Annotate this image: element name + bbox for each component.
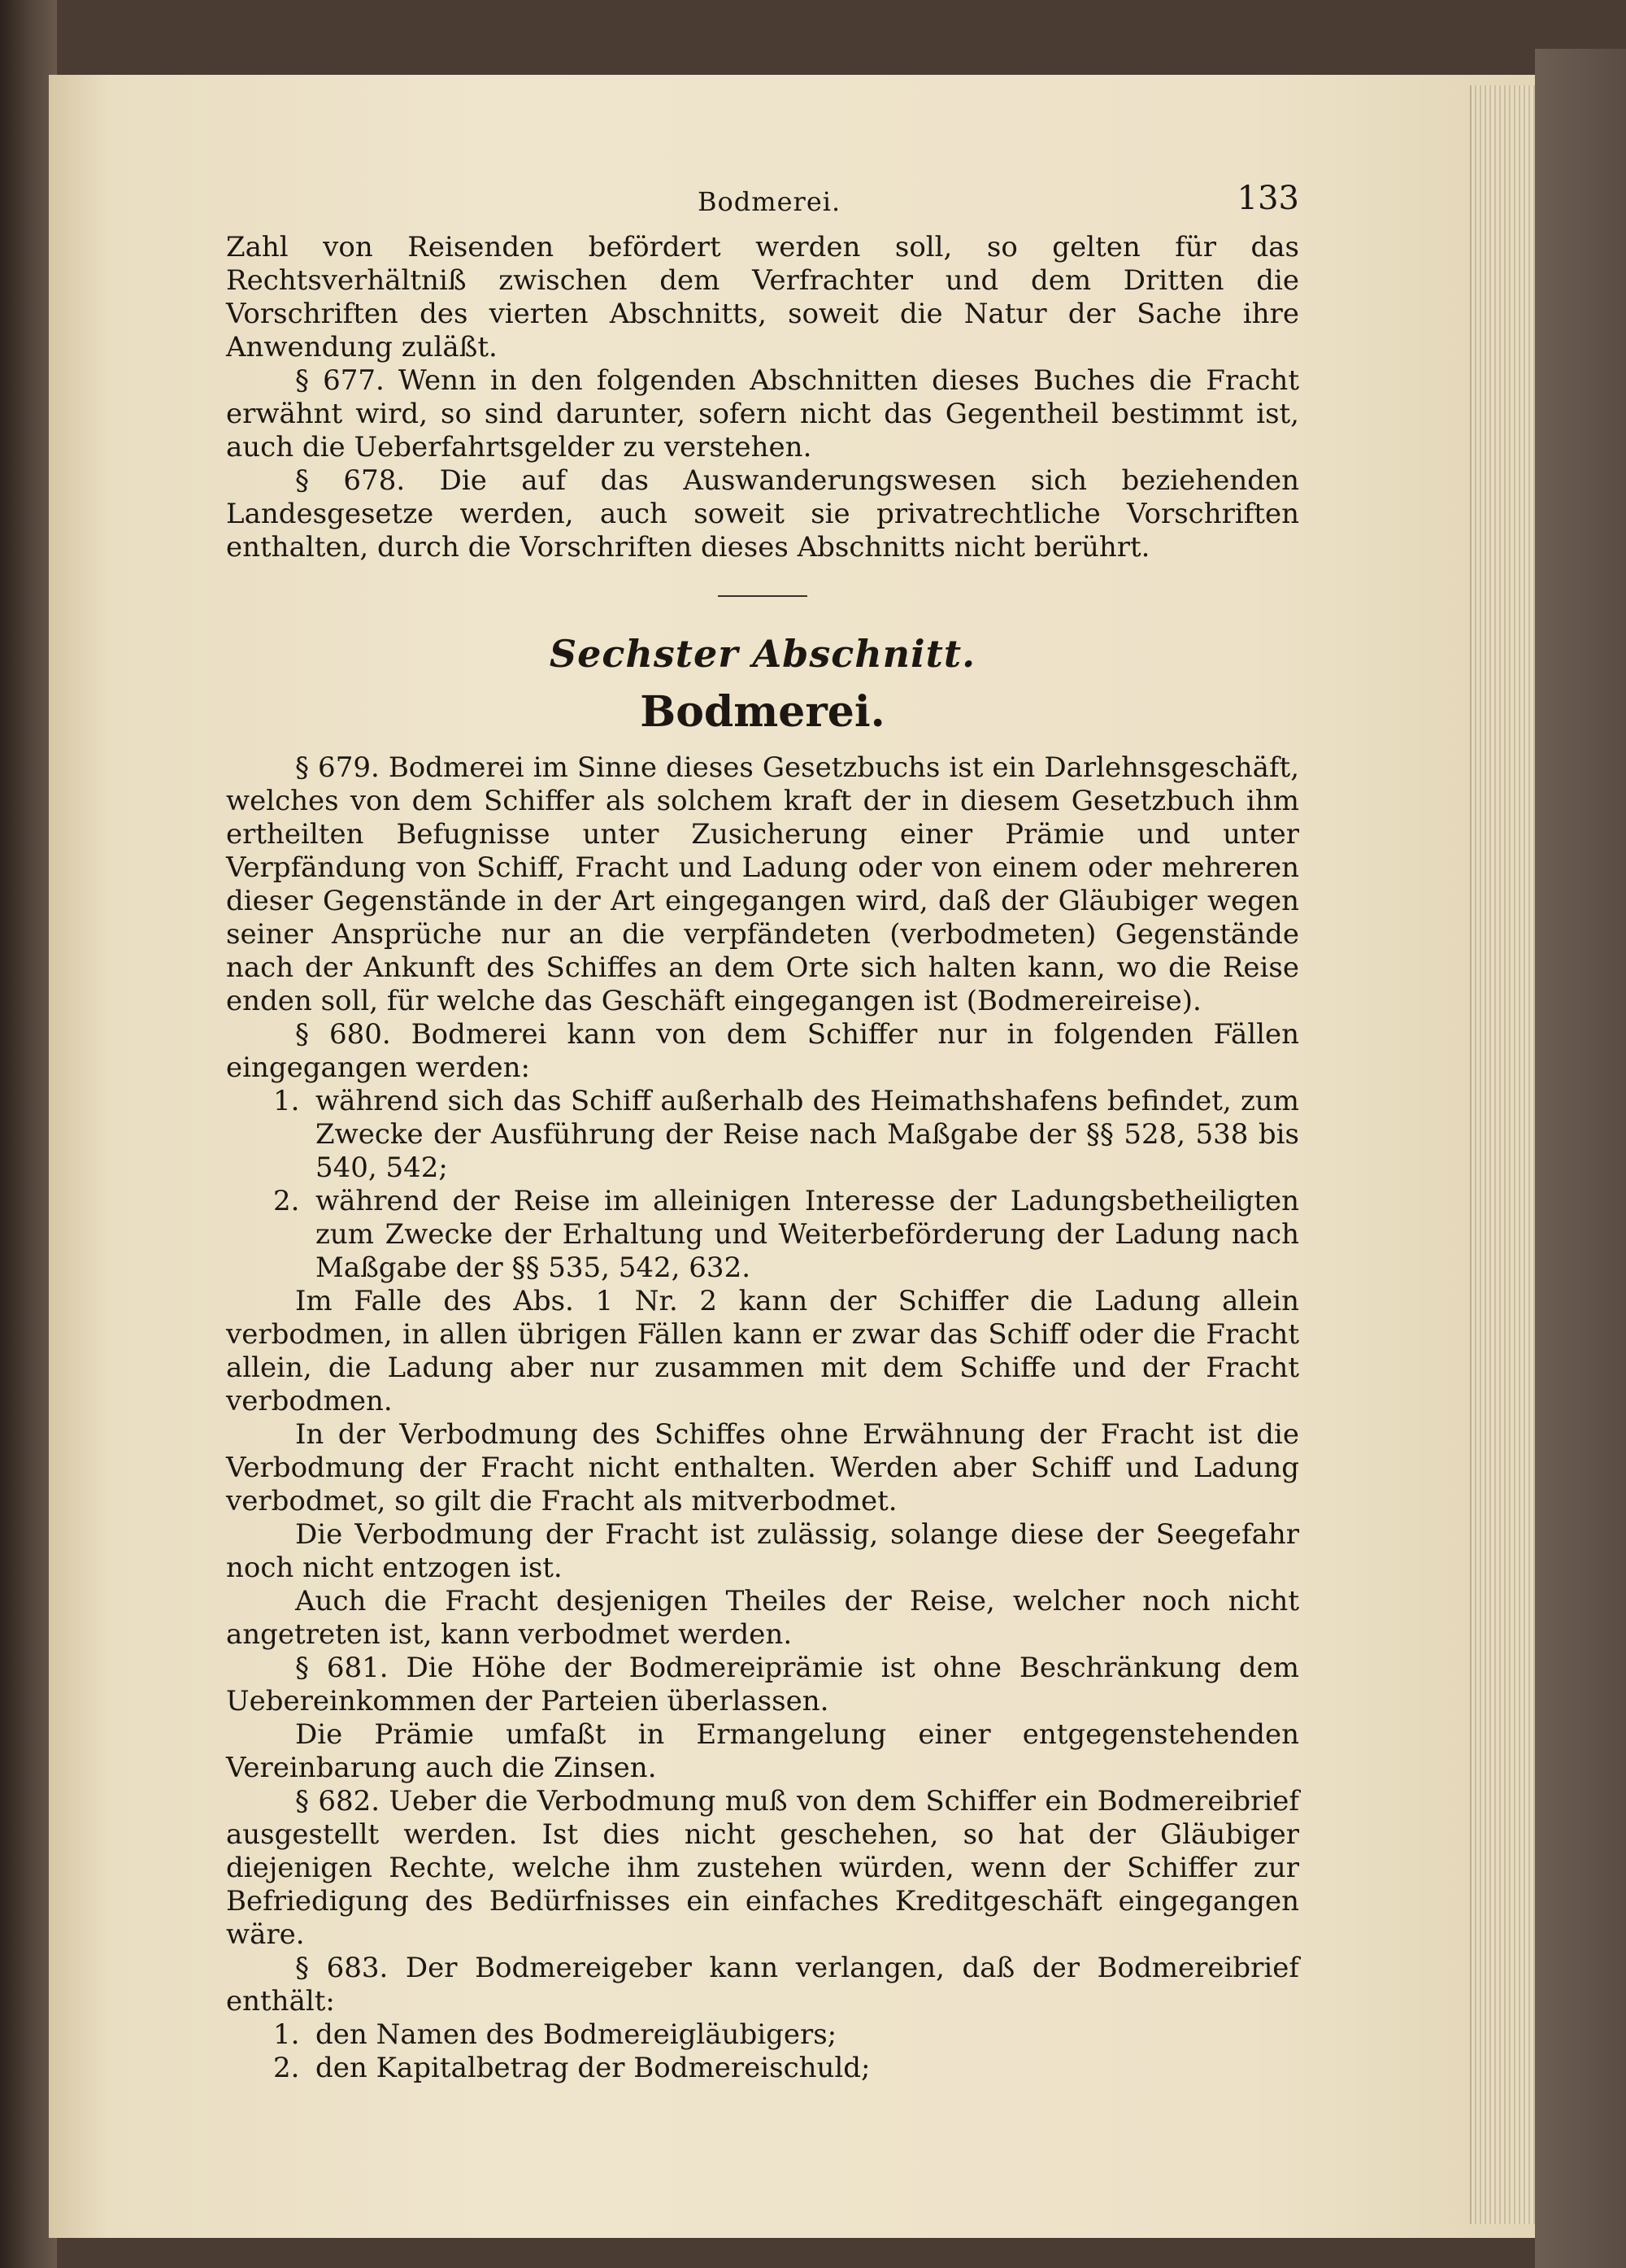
list-item-text: während sich das Schiff außerhalb des Heimathshafens befindet, zum Zwecke der Ausführung der Reise nach Maßgabe der §§ 528, 538 bis 540, 542; [315, 1085, 1299, 1184]
paragraph-680-c: Die Verbodmung der Fracht ist zulässig, solange diese der Seegefahr noch nicht entzogen ist. [226, 1518, 1299, 1584]
paragraph-681-a: Die Prämie umfaßt in Ermangelung einer entgegenstehenden Vereinbarung auch die Zinsen. [226, 1718, 1299, 1784]
list-item-number: 1. [273, 2018, 300, 2051]
paragraph-680-d: Auch die Fracht desjenigen Theiles der Reise, welcher noch nicht angetreten ist, kann verbodmet werden. [226, 1585, 1299, 1651]
paragraph-680-b: In der Verbodmung des Schiffes ohne Erwähnung der Fracht ist die Verbodmung der Fracht nicht enthalten. Werden aber Schiff und Ladung verbodmet, so gilt die Fracht als mitverbodmet. [226, 1418, 1299, 1517]
section-title: Sechster Abschnitt. [549, 632, 976, 676]
page-header [226, 180, 1299, 231]
list-item-text: den Namen des Bodmereigläubigers; [315, 2018, 837, 2051]
list-item [226, 1085, 1299, 1185]
list-item [226, 2052, 1299, 2085]
paragraph-681: § 681. Die Höhe der Bodmereiprämie ist ohne Beschränkung dem Uebereinkommen der Parteien überlassen. [226, 1652, 1299, 1717]
paragraph-683: § 683. Der Bodmereigeber kann verlangen, daß der Bodmereibrief enthält: [226, 1952, 1299, 2018]
list-item [226, 1185, 1299, 1285]
right-book-cover [1535, 49, 1626, 2268]
list-item-text: den Kapitalbetrag der Bodmereischuld; [315, 2052, 871, 2084]
section-divider [718, 595, 807, 597]
list-item-number: 2. [273, 2052, 300, 2084]
list-item [226, 2018, 1299, 2052]
list-item-number: 2. [273, 1185, 300, 1217]
running-head: Bodmerei. [698, 186, 841, 217]
continuation-paragraph: Zahl von Reisenden befördert werden soll, so gelten für das Rechtsverhältniß zwischen dem Verfrachter und dem Dritten die Vorschriften des vierten Abschnitts, soweit die Natur der Sache ihre Anwendung zuläßt. [226, 231, 1299, 363]
paragraph-678: § 678. Die auf das Auswanderungswesen sich beziehenden Landesgesetze werden, auch soweit sie privatrechtliche Vorschriften enthalten, durch die Vorschriften dieses Abschnitts nicht berührt. [226, 464, 1299, 564]
page-number: 133 [1237, 180, 1299, 217]
list-item-number: 1. [273, 1085, 300, 1117]
subject-title: Bodmerei. [640, 687, 885, 737]
paragraph-677: § 677. Wenn in den folgenden Abschnitten dieses Buches die Fracht erwähnt wird, so sind darunter, sofern nicht das Gegentheil bestimmt ist, auch die Ueberfahrtsgelder zu verstehen. [226, 364, 1299, 464]
list-item-text: während der Reise im alleinigen Interesse der Ladungsbetheiligten zum Zwecke der Erhaltung und Weiterbeförderung der Ladung nach Maßgabe der §§ 535, 542, 632. [315, 1185, 1299, 1284]
page-edges [1470, 85, 1537, 2224]
paragraph-680: § 680. Bodmerei kann von dem Schiffer nur in folgenden Fällen eingegangen werden: [226, 1018, 1299, 1084]
paragraph-680-a: Im Falle des Abs. 1 Nr. 2 kann der Schiffer die Ladung allein verbodmen, in allen übrigen Fällen kann er zwar das Schiff oder die Fracht allein, die Ladung aber nur zusammen mit dem Schiffe und der Fracht verbodmen. [226, 1285, 1299, 1417]
paragraph-679: § 679. Bodmerei im Sinne dieses Gesetzbuchs ist ein Darlehnsgeschäft, welches von dem Schiffer als solchem kraft der in diesem Gesetzbuch ihm ertheilten Befugnisse unter Zusicherung einer Prämie und unter Verpfändung von Schiff, Fracht und Ladung oder von einem oder mehreren dieser Gegenstände in der Art eingegangen wird, daß der Gläubiger wegen seiner Ansprüche nur an die verpfändeten (verbodmeten) Gegenstände nach der Ankunft des Schiffes an dem Orte sich halten kann, wo die Reise enden soll, für welche das Geschäft eingegangen ist (Bodmereireise). [226, 751, 1299, 1017]
text-column [226, 180, 1299, 2085]
paragraph-682: § 682. Ueber die Verbodmung muß von dem Schiffer ein Bodmereibrief ausgestellt werden. Ist dies nicht geschehen, so hat der Gläubiger diejenigen Rechte, welche ihm zustehen würden, wenn der Schiffer zur Befriedigung des Bedürfnisses ein einfaches Kreditgeschäft eingegangen wäre. [226, 1785, 1299, 1951]
